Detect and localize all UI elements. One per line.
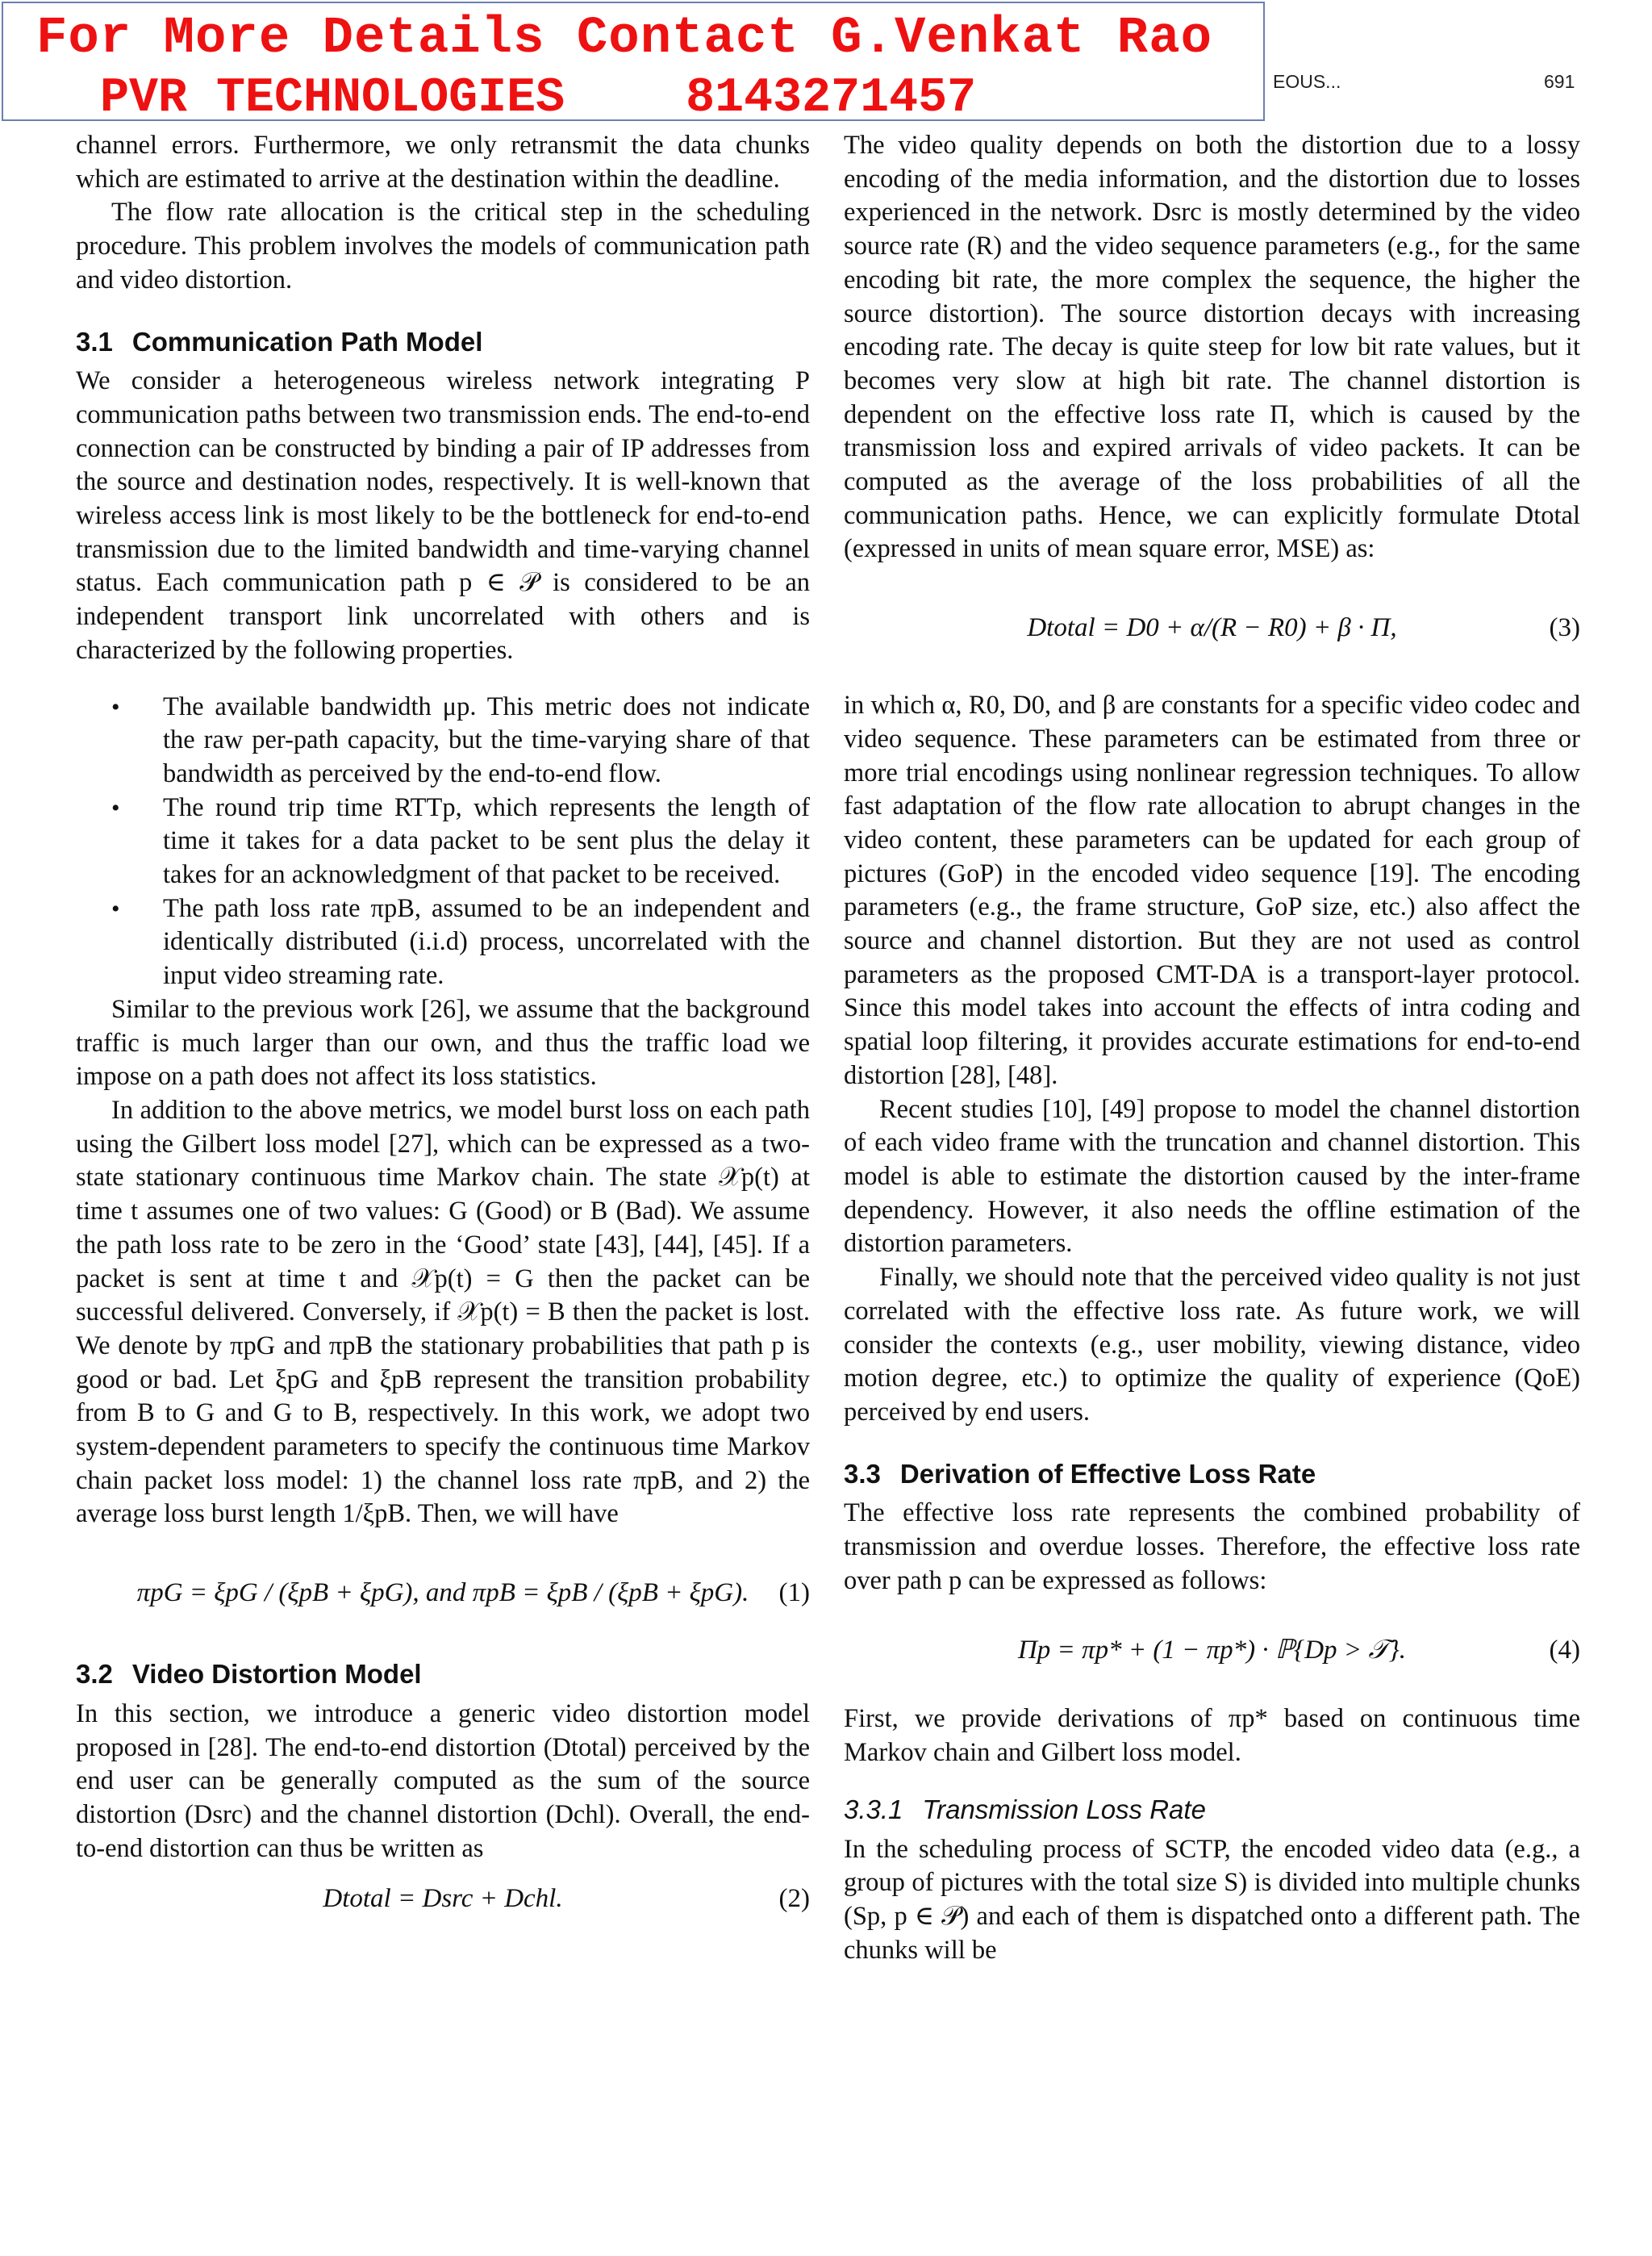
right-column [844, 129, 1580, 1967]
list-item [111, 792, 810, 892]
paragraph: We consider a heterogeneous wireless network integrating P communication paths between two transmission ends. The end-to-end connection can be constructed by binding a pair of IP addresses from the source and destination nodes, respectively. It is well-known that wireless access link is most likely to be the bottleneck for end-to-end transmission due to the limited bandwidth and time-varying channel status. Each communication path p ∈ 𝒫 is considered to be an independent transport link uncorrelated with others and is characterized by the following properties. [76, 366, 810, 665]
paragraph: Similar to the previous work [26], we assume that the background traffic is much larger than our own, and thus the traffic load we impose on a path does not affect its loss statistics. [76, 994, 810, 1092]
page-number: 691 [1544, 71, 1575, 92]
equation-text: Dtotal = Dsrc + Dchl. [323, 1884, 563, 1914]
paragraph: The effective loss rate represents the combined probability of transmission and overdue losses. Therefore, the effective loss rate over path p can be expressed as follows: [844, 1498, 1580, 1595]
left-column [76, 129, 810, 1917]
equation-text: Dtotal = D0 + α/(R − R0) + β · Π, [1027, 613, 1397, 643]
section-title: Derivation of Effective Loss Rate [899, 1458, 1316, 1489]
paragraph: Finally, we should note that the perceived video quality is not just correlated with the effective loss rate. As future work, we will consider the contexts (e.g., user mobility, viewing distance, video motion degree, etc.) to optimize the quality of experience (QoE) perceived by end users. [844, 1263, 1580, 1427]
bullet-icon: • [111, 895, 120, 922]
paragraph: in which α, R0, D0, and β are constants for a specific video codec and video sequence. These parameters can be estimated from three or more trial encodings using nonlinear regression techniques. To allow fast adaptation of the flow rate allocation to abrupt changes in the video content, these parameters can be updated for each group of pictures (GoP) in the encoded video sequence [19]. The encoding parameters (e.g., the frame structure, GoP size, etc.) also affect the source and channel distortion. But they are not used as control parameters as the proposed CMT-DA is a transport-layer protocol. Since this model takes into account the effects of intra coding and spatial loop filtering, it provides accurate estimations for end-to-end distortion [28], [48]. [844, 691, 1580, 1090]
equation-2 [76, 1880, 810, 1917]
section-heading-3-1 [76, 325, 810, 359]
section-title: Video Distortion Model [131, 1659, 422, 1690]
paragraph: In this section, we introduce a generic video distortion model proposed in [28]. The end-to-end distortion (Dtotal) perceived by the end user can be generally computed as the sum of the source distortion (Dsrc) and the channel distortion (Dchl). Overall, the end-to-end distortion can thus be written as [76, 1698, 810, 1863]
equation-number: (3) [1549, 613, 1580, 643]
subsection-heading-3-3-1 [844, 1793, 1580, 1827]
list-item-text: The round trip time RTTp, which represents the length of time it takes for a data packet to be sent plus the delay it takes for an acknowledgment of that packet to be received. [163, 792, 810, 890]
running-head-title: EOUS... [1273, 71, 1341, 92]
banner-phone: 8143271457 [686, 71, 977, 126]
paragraph: The video quality depends on both the distortion due to a lossy encoding of the media information, and the distortion due to losses experienced in the network. Dsrc is mostly determined by the video source rate (R) and the video sequence parameters (e.g., for the same encoding bit rate, the more complex the sequence, the higher the source distortion). The source distortion decays with increasing encoding rate. The decay is quite steep for low bit rate values, but it becomes very slow at high bit rate. The channel distortion is dependent on the effective loss rate Π, which is caused by the transmission loss and expired arrivals of video packets. It can be computed as the average of the loss probabilities of all the communication paths. Hence, we can explicitly formulate Dtotal (expressed in units of mean square error, MSE) as: [844, 131, 1580, 564]
list-item-text: The path loss rate πpB, assumed to be an independent and identically distributed (i.i.d) process, uncorrelated with the input video streaming rate. [163, 893, 810, 991]
section-heading-3-3 [844, 1457, 1580, 1491]
list-item-text: The available bandwidth μp. This metric does not indicate the raw per-path capacity, but the time-varying share of that bandwidth as perceived by the end-to-end flow. [163, 691, 810, 788]
paragraph: In the scheduling process of SCTP, the encoded video data (e.g., a group of pictures with the total size S) is divided into multiple chunks (Sp, p ∈ 𝒫) and each of them is dispatched onto a different path. The chunks will be [844, 1834, 1580, 1965]
banner-contact-line: For More Details Contact G.Venkat Rao [35, 10, 1213, 68]
paragraph: channel errors. Furthermore, we only retransmit the data chunks which are estimated to arrive at the destination within the deadline. [76, 131, 810, 194]
list-item [111, 892, 810, 993]
section-number: 3.1 [76, 326, 113, 357]
banner-company-line [100, 71, 976, 126]
paragraph: In addition to the above metrics, we model burst loss on each path using the Gilbert loss model [27], which can be expressed as a two-state stationary continuous time Markov chain. The state 𝒳p(t) at time t assumes one of two values: G (Good) or B (Bad). We assume the path loss rate to be zero in the ‘Good’ state [43], [44], [45]. If a packet is sent at time t and 𝒳p(t) = G then the packet can be successful delivered. Conversely, if 𝒳p(t) = B then the packet is lost. We denote by πpG and πpB the stationary probabilities that path p is good or bad. Let ξpG and ξpB represent the transition probability from B to G and G to B, respectively. In this work, we adopt two system-dependent parameters to specify the continuous time Markov chain packet loss model: 1) the channel loss rate πpB, and 2) the average loss burst length 1/ξpB. Then, we will have [76, 1095, 810, 1529]
equation-number: (1) [778, 1578, 810, 1608]
contact-banner [2, 2, 1265, 126]
equation-4 [844, 1622, 1580, 1678]
section-number: 3.3 [844, 1458, 881, 1489]
section-number: 3.2 [76, 1659, 113, 1690]
bullet-icon: • [111, 794, 120, 821]
bullet-icon: • [111, 693, 120, 721]
section-title: Communication Path Model [131, 326, 483, 357]
equation-number: (2) [778, 1884, 810, 1914]
subsection-title: Transmission Loss Rate [922, 1794, 1206, 1824]
equation-1 [76, 1556, 810, 1630]
equation-text: πpG = ξpG / (ξpB + ξpG), and πpB = ξpB / (ξpB + ξpG). [136, 1578, 749, 1608]
equation-number: (4) [1549, 1636, 1580, 1665]
list-item [111, 691, 810, 792]
paragraph: The flow rate allocation is the critical step in the scheduling procedure. This problem involves the models of communication path and video distortion. [76, 198, 810, 295]
section-heading-3-2 [76, 1657, 810, 1691]
paragraph: Recent studies [10], [49] propose to model the channel distortion of each video frame with the truncation and channel distortion. This model is able to estimate the distortion caused by the inter-frame dependency. However, it also needs the offline estimation of the distortion parameters. [844, 1094, 1580, 1259]
subsection-number: 3.3.1 [844, 1794, 903, 1824]
property-list [76, 691, 810, 993]
equation-text: Πp = πp* + (1 − πp*) · ℙ{Dp > 𝒯}. [1017, 1636, 1407, 1665]
banner-company: PVR TECHNOLOGIES [100, 71, 565, 126]
equation-3 [844, 591, 1580, 665]
paragraph: First, we provide derivations of πp* based on continuous time Markov chain and Gilbert loss model. [844, 1704, 1580, 1768]
